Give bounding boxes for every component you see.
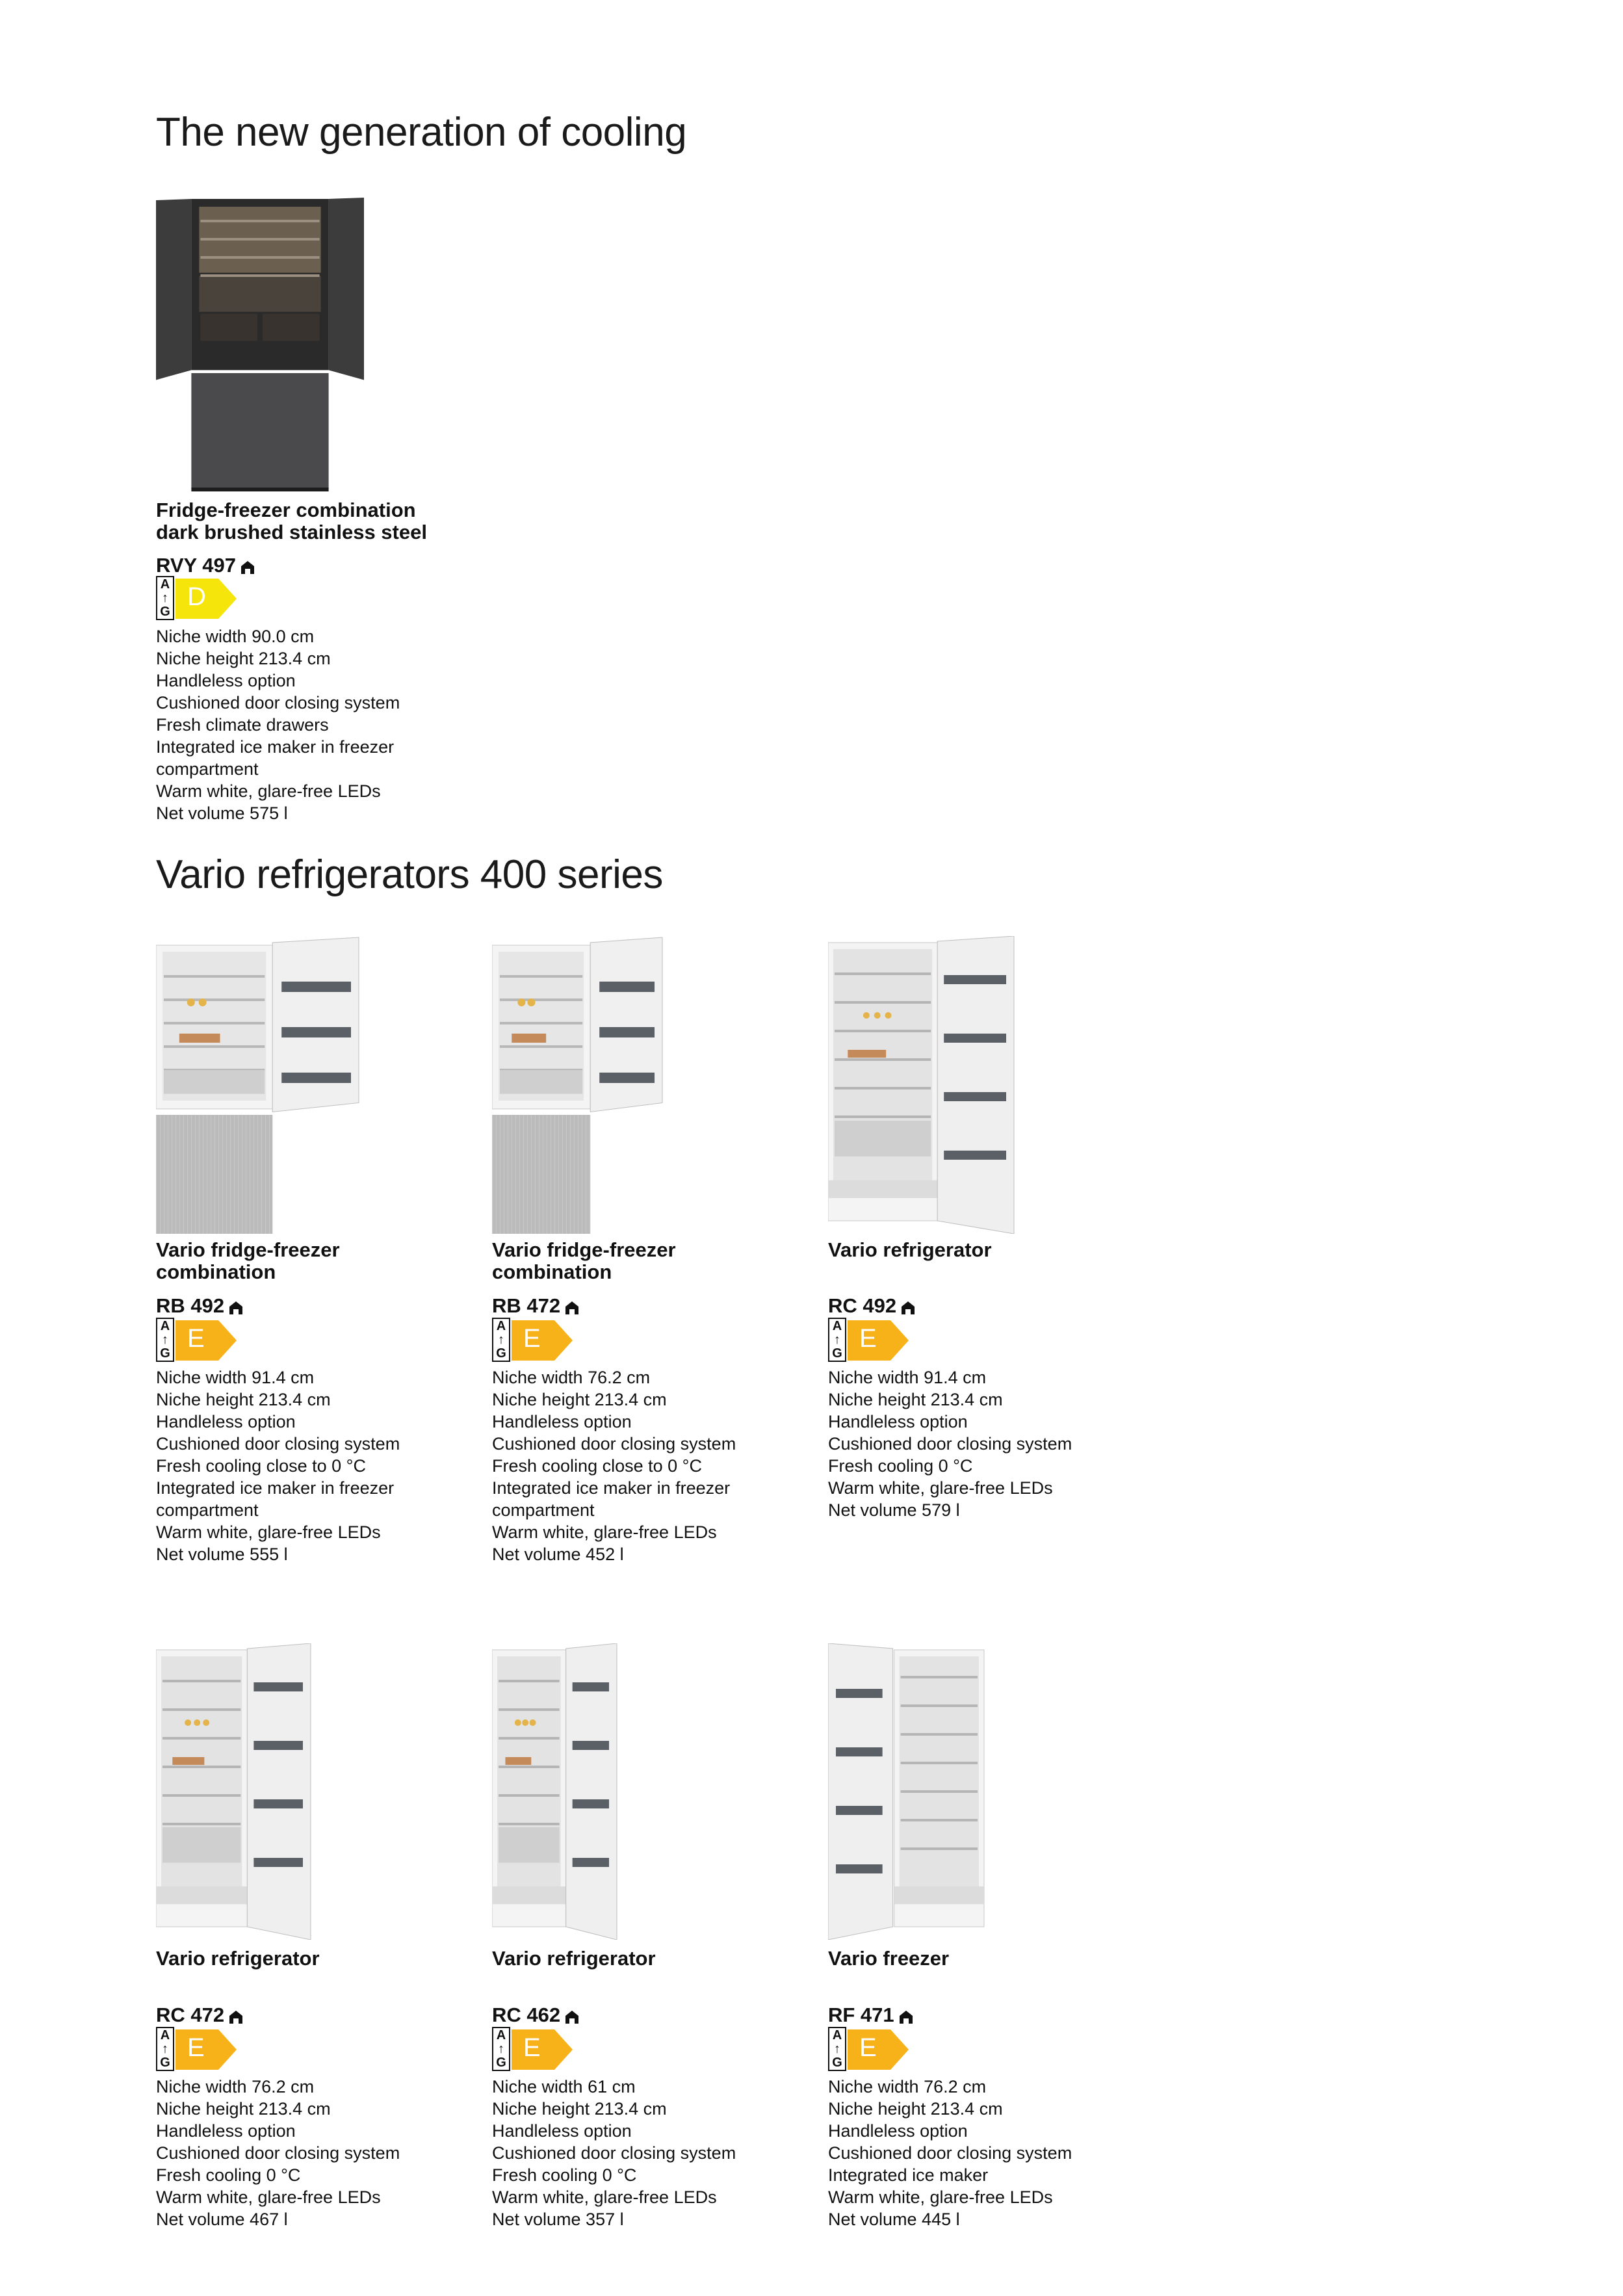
spec-item: Handleless option (156, 1412, 296, 1431)
spec-item: Warm white, glare-free LEDs (492, 2187, 717, 2207)
energy-scale (831, 1320, 844, 1361)
product-name (156, 1239, 340, 1283)
spec-item: Cushioned door closing system (828, 1434, 1072, 1454)
spec-item: compartment (492, 1500, 595, 1520)
energy-class: E (187, 1324, 205, 1353)
energy-scale-letter: A (160, 2028, 170, 2042)
product-image (492, 936, 668, 1237)
spec-item: compartment (156, 759, 259, 779)
energy-class: E (523, 1324, 541, 1353)
energy-label (156, 2027, 240, 2072)
model-label: RVY 497 (156, 554, 236, 577)
product-image (492, 1643, 619, 1943)
spec-item: Fresh cooling 0 °C (492, 2165, 637, 2185)
energy-scale-letter: G (496, 1346, 506, 1361)
product-image (828, 936, 1017, 1237)
energy-scale-letter: G (496, 2055, 506, 2070)
product-image (156, 936, 364, 1237)
spec-item: Warm white, glare-free LEDs (828, 2187, 1053, 2207)
energy-scale (495, 2029, 508, 2070)
spec-item: Handleless option (828, 1412, 968, 1431)
spec-item: Net volume 467 l (156, 2210, 288, 2229)
energy-scale (831, 2029, 844, 2070)
spec-item: Handleless option (492, 2121, 632, 2141)
spec-list (156, 2076, 455, 2230)
spec-item: Niche width 76.2 cm (492, 1368, 651, 1387)
energy-class: E (859, 1324, 877, 1353)
product-name (828, 1948, 949, 1970)
energy-scale-letter: ↑ (162, 2042, 168, 2056)
energy-label (156, 1318, 240, 1363)
model-number (156, 1295, 244, 1317)
product-name (492, 1948, 656, 1970)
energy-scale-letter: G (160, 2055, 170, 2070)
spec-item: Niche height 213.4 cm (492, 2099, 667, 2119)
spec-item: Fresh cooling 0 °C (828, 1456, 973, 1476)
spec-item: Net volume 555 l (156, 1545, 288, 1564)
model-label: RC 492 (828, 1294, 897, 1317)
spec-item: Cushioned door closing system (156, 1434, 400, 1454)
energy-label (828, 2027, 913, 2072)
product-name-line: dark brushed stainless steel (156, 521, 427, 543)
energy-scale-letter: G (160, 605, 170, 619)
home-connect-icon (564, 2007, 580, 2023)
spec-item: Cushioned door closing system (828, 2143, 1072, 2163)
product-image (156, 194, 364, 497)
spec-item: compartment (156, 1500, 259, 1520)
model-label: RC 472 (156, 2003, 225, 2026)
spec-list (828, 1366, 1127, 1521)
spec-item: Handleless option (156, 671, 296, 690)
spec-item: Handleless option (492, 1412, 632, 1431)
spec-item: Warm white, glare-free LEDs (156, 1522, 381, 1542)
model-number (828, 1295, 916, 1317)
model-number (156, 2004, 244, 2026)
spec-item: Niche width 76.2 cm (828, 2077, 987, 2096)
spec-item: Handleless option (828, 2121, 968, 2141)
spec-item: Fresh cooling close to 0 °C (156, 1456, 366, 1476)
section-title-new-generation: The new generation of cooling (156, 110, 687, 155)
product-card (492, 1643, 798, 2228)
spec-item: Niche height 213.4 cm (828, 2099, 1003, 2119)
spec-item: Net volume 579 l (828, 1500, 960, 1520)
energy-scale-letter: A (160, 1319, 170, 1333)
spec-item: Fresh cooling 0 °C (156, 2165, 301, 2185)
energy-label (492, 2027, 577, 2072)
home-connect-icon (564, 1298, 580, 1314)
product-image (156, 1643, 313, 1943)
energy-scale-letter: ↑ (162, 1333, 168, 1347)
home-connect-icon (228, 2007, 244, 2023)
energy-scale-letter: ↑ (834, 1333, 840, 1347)
spec-item: Fresh cooling close to 0 °C (492, 1456, 702, 1476)
product-card (828, 1643, 1134, 2228)
spec-item: Niche height 213.4 cm (156, 649, 331, 668)
model-number (828, 2004, 914, 2026)
spec-item: Fresh climate drawers (156, 715, 329, 735)
energy-scale-letter: A (160, 577, 170, 592)
product-card (156, 194, 461, 823)
home-connect-icon (898, 2007, 914, 2023)
spec-item: Niche height 213.4 cm (156, 1390, 331, 1409)
spec-item: Handleless option (156, 2121, 296, 2141)
model-label: RB 472 (492, 1294, 561, 1317)
home-connect-icon (228, 1298, 244, 1314)
model-label: RB 492 (156, 1294, 225, 1317)
spec-item: Cushioned door closing system (492, 1434, 736, 1454)
energy-scale (495, 1320, 508, 1361)
spec-item: Integrated ice maker in freezer (156, 737, 395, 757)
home-connect-icon (900, 1298, 916, 1314)
product-name (828, 1239, 992, 1261)
spec-item: Integrated ice maker in freezer (156, 1478, 395, 1498)
product-name-line: Vario refrigerator (156, 1947, 320, 1970)
section-title-vario-400: Vario refrigerators 400 series (156, 852, 663, 897)
energy-scale-letter: A (832, 2028, 842, 2042)
spec-item: Warm white, glare-free LEDs (492, 1522, 717, 1542)
energy-class: E (523, 2033, 541, 2062)
product-name-line: Vario refrigerator (492, 1947, 656, 1970)
energy-scale-letter: G (832, 2055, 842, 2070)
spec-list (156, 1366, 455, 1565)
spec-item: Niche width 61 cm (492, 2077, 636, 2096)
spec-item: Niche height 213.4 cm (156, 2099, 331, 2119)
product-name-line: Vario freezer (828, 1947, 950, 1970)
spec-item: Cushioned door closing system (156, 693, 400, 712)
product-card (156, 1643, 461, 2228)
spec-item: Net volume 575 l (156, 803, 288, 823)
energy-scale (159, 2029, 172, 2070)
spec-list (492, 2076, 791, 2230)
product-name-line: Vario refrigerator (828, 1238, 992, 1261)
product-name-line: combination (492, 1260, 612, 1283)
product-card (156, 936, 461, 1564)
product-name-line: Vario fridge-freezer (492, 1238, 676, 1261)
energy-label (492, 1318, 577, 1363)
model-number (156, 554, 255, 577)
spec-item: Niche width 76.2 cm (156, 2077, 315, 2096)
spec-item: Warm white, glare-free LEDs (156, 2187, 381, 2207)
product-name-line: combination (156, 1260, 276, 1283)
spec-item: Niche width 90.0 cm (156, 627, 315, 646)
spec-item: Integrated ice maker in freezer (492, 1478, 731, 1498)
energy-scale-letter: A (832, 1319, 842, 1333)
spec-list (492, 1366, 791, 1565)
energy-scale-letter: ↑ (498, 2042, 504, 2056)
model-label: RC 462 (492, 2003, 561, 2026)
energy-scale-letter: G (160, 1346, 170, 1361)
spec-item: Niche width 91.4 cm (156, 1368, 315, 1387)
home-connect-icon (240, 558, 255, 573)
spec-item: Warm white, glare-free LEDs (828, 1478, 1053, 1498)
energy-scale-letter: G (832, 1346, 842, 1361)
model-number (492, 2004, 580, 2026)
product-name-line: Vario fridge-freezer (156, 1238, 340, 1261)
energy-scale-letter: A (496, 1319, 506, 1333)
spec-item: Integrated ice maker (828, 2165, 989, 2185)
product-card (828, 936, 1134, 1521)
product-card (492, 936, 798, 1564)
spec-item: Niche height 213.4 cm (828, 1390, 1003, 1409)
product-name (156, 1948, 320, 1970)
energy-scale-letter: A (496, 2028, 506, 2042)
energy-class: E (859, 2033, 877, 2062)
energy-scale-letter: ↑ (834, 2042, 840, 2056)
product-image (828, 1643, 985, 1943)
spec-item: Cushioned door closing system (492, 2143, 736, 2163)
energy-label (156, 576, 240, 621)
spec-item: Warm white, glare-free LEDs (156, 781, 381, 801)
model-number (492, 1295, 580, 1317)
product-name (156, 499, 427, 543)
energy-class: D (187, 582, 206, 611)
spec-item: Net volume 452 l (492, 1545, 624, 1564)
model-label: RF 471 (828, 2003, 894, 2026)
energy-class: E (187, 2033, 205, 2062)
energy-scale-letter: ↑ (498, 1333, 504, 1347)
spec-item: Net volume 445 l (828, 2210, 960, 2229)
spec-item: Cushioned door closing system (156, 2143, 400, 2163)
energy-scale (159, 578, 172, 619)
spec-list (156, 625, 455, 824)
energy-label (828, 1318, 913, 1363)
spec-item: Niche width 91.4 cm (828, 1368, 987, 1387)
energy-scale-letter: ↑ (162, 591, 168, 605)
product-name (492, 1239, 676, 1283)
spec-list (828, 2076, 1127, 2230)
energy-scale (159, 1320, 172, 1361)
spec-item: Net volume 357 l (492, 2210, 624, 2229)
product-name-line: Fridge-freezer combination (156, 499, 416, 521)
spec-item: Niche height 213.4 cm (492, 1390, 667, 1409)
